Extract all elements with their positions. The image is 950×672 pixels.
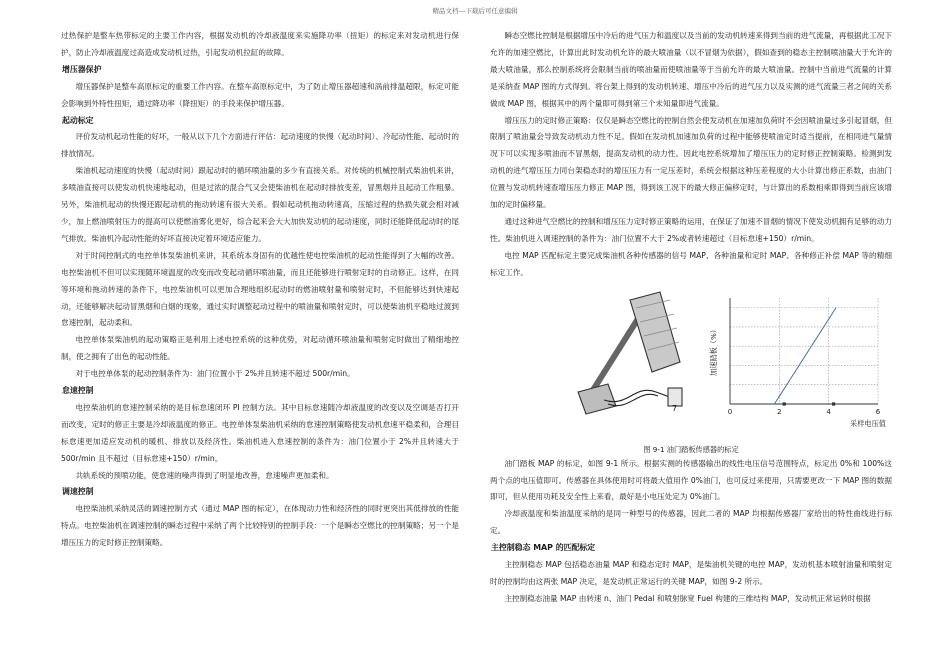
paragraph: 共轨系统的预喷功能，使怠速的噪声得到了明显地改善，怠速噪声更加柔和。 [75, 470, 334, 480]
paragraph: 通过这种进气空燃比的控制和增压压力定时修正策略的运用，在保证了加速不冒烟的情况下使发动机拥有足够的动力性。柴油机进入调速控制的条件为：油门位置不大于 2%或者转速超过（目标怠速+150）r/min。 [490, 216, 892, 243]
pedal-plate [630, 292, 680, 372]
pedal-sensor-illustration [568, 288, 686, 418]
paragraph: 冷却液温度和柴油温度采纳的是同一种型号的传感器，因此二者的 MAP 均根据传感器厂家给出的特性曲线进行标定。 [490, 509, 892, 536]
x-tick-label: 2 [777, 407, 782, 416]
paragraph: 电控 MAP 匹配标定主要完成柴油机各种传感器的信号 MAP、各种油量和定时 MAP、各种修正补偿 MAP 等的精细标定工作。 [490, 250, 892, 277]
paragraph: 柴油机起动速度的快慢（起动时间）跟起动时的循环喷油量的多少有直接关系。对传统的机械控制式柴油机来讲，多喷油直接可以使发动机快速地起动，但是过浓的混合气又会使柴油机在起动时排放变差，冒黑烟并且起动工作粗暴。另外，柴油机起动的快慢还跟起动机的拖动转速有很大关系。假如起动机拖动转速高，压缩过程的热损失就会相对减少，加上燃油喷射压力的提高可以使燃油雾化更好，综合起来会大大加快发动机的起动速度，同时还能降低起动时的尾气排放。柴油机冷起动性能的好坏直接决定着环境适应能力。 [61, 166, 459, 243]
pedal-base [578, 384, 616, 414]
y-axis-label: 加速踏板（%） [709, 325, 718, 376]
paragraph: 对于时间控制式的电控单体泵柴油机来讲，其系统本身固有的优越性使电控柴油机的起动性能得到了大幅的改善。电控柴油机不但可以实现随环境温度的改变而改变起动循环喷油量，而且还能够进行喷射定时的自动修正。这样，在同等环境和拖动转速的条件下，电控柴油机可以更加合理地组织起动时的燃油喷射量和喷射定时，不但能够达到快速起动，还能够解决起动冒黑烟和白烟的现象，通过实时调整起动过程中的喷油量和喷射定时，可以使柴油机平稳地过渡到怠速控制，起动柔和。 [61, 250, 459, 328]
paragraph: 过热保护是整车热带标定的主要工作内容，根据发动机的冷却液温度来实施降功率（扭矩）的标定来对发动机进行保护，防止冷却液温度过高造成发动机过热，引起发动机拉缸的故障。 [61, 31, 459, 57]
paragraph: 评价发动机起动性能的好坏，一般从以下几个方面进行评估：起动速度的快慢（起动时间）、冷起动性能、起动时的排放情况。 [61, 132, 459, 159]
paragraph: 增压压力的定时修正策略：仅仅是瞬态空燃比的控制自然会使发动机在加速加负荷时不会因喷油量过多引起冒烟，但限制了喷油量会导致发动机动力性不足。假如在发动机加速加负荷的过程中能够使喷油定时适当提前，在相同进气量情况下可以实现多喷油而不冒黑烟，提高发动机的动力性。因此电控系统增加了增压压力的定时修正控制策略。检测到发动机的进气增压压力同台架稳态时的增压压力有一定压差时，系统会根据这种压差程度的大小计算出修正系数，由油门位置与发动机转速查增压压力修正 MAP 图，得到该工况下的最大修正偏移定时，与计算出的系数相乘即得到当前应该增加的定时偏移量。 [490, 115, 892, 210]
paragraph: 电控单体泵柴油机的起动策略正是利用上述电控系统的这种优势，对起动循环喷油量和喷射定时做出了精细地控制，使之拥有了出色的起动性能。 [61, 335, 459, 362]
paragraph: 电控柴油机采纳灵活的调速控制方式（通过 MAP 图的标定），在体现动力性和经济性的同时更突出其低排放的性能特点。电控柴油机在调速控制的瞬态过程中采纳了两个比较特别的控制手段：一个是瞬态空燃比的控制策略；另一个是增压压力的定时修正控制策略。 [61, 504, 459, 548]
right-column [490, 28, 892, 608]
right-bottom-text [490, 456, 892, 608]
section-heading: 增压器保护 [62, 64, 102, 74]
paragraph: 油门踏板 MAP 的标定，如图 9-1 所示。根据实测的传感器输出的线性电压信号范围特点，标定出 0%和 100%这两个点的电压值即可。传感器在具体使用时可将最大值用作 0%油门，也可反过来使用，只需要更改一下 MAP 图的数据即可，但从使用功耗及安全性上来看，最好是小电压处定为 0%油门。 [490, 458, 892, 502]
right-top-text [490, 28, 892, 282]
figure-9-1 [490, 284, 892, 446]
pedal-calibration-chart [702, 286, 888, 432]
section-heading: 调速控制 [62, 487, 94, 497]
paragraph: 主控制稳态油量 MAP 由转速 n、油门 Pedal 和喷射脉宽 Fuel 构建的三维结构 MAP，发动机正常运转时根据 [504, 593, 871, 603]
connector-label: 7 [672, 403, 678, 413]
figure-caption: 图 9-1 油门踏板传感器的标定 [643, 444, 739, 454]
axis-marker [783, 402, 786, 405]
x-tick-label: 4 [826, 407, 831, 416]
section-heading: 主控制稳态 MAP 的匹配标定 [491, 543, 596, 553]
axis-marker [832, 402, 835, 405]
paragraph: 增压器保护是整车高原标定的重要工作内容。在整车高原标定中，为了防止增压器超速和涡前排温超限，标定可能会影响到外特性扭矩，通过降功率（降扭矩）的手段来保护增压器。 [61, 81, 459, 108]
page-header: 精品文档---下载后可任意编辑 [432, 7, 518, 15]
paragraph: 电控柴油机的怠速控制采纳的是目标怠速闭环 PI 控制方法。其中目标怠速随冷却液温度的改变以及空调是否打开而改变，定时的修正主要是冷却液温度的修正。电控单体泵柴油机采纳的怠速控制策略使发动机怠速平稳柔和，合理目标怠速更加适应发动机的暖机、排放以及经济性。柴油机进入怠速控制的条件为：油门位置小于 2%并且转速大于 500r/min 且不超过（目标怠速+150）r/min。 [61, 402, 459, 463]
paragraph: 对于电控单体泵的起动控制条件为：油门位置小于 2%并且转速不超过 500r/min。 [75, 369, 355, 379]
paragraph: 主控制稳态 MAP 包括稳态油量 MAP 和稳态定时 MAP，是柴油机关键的电控 MAP，发动机基本喷射油量和喷射定时的控制均由这两张 MAP 决定，是发动机正常运行的关键 MAP，如图 9-2 所示。 [490, 560, 892, 586]
section-heading: 怠速控制 [62, 386, 94, 396]
paragraph: 瞬态空燃比控制是根据增压中冷后的进气压力和温度以及当前的发动机转速来得到当前的进气流量，再根据此工况下允许的加速空燃比，计算出此时发动机允许的最大喷油量（以不冒烟为依据），假如查到的稳态主控制喷油量大于允许的最大喷油量，那么控制系统将会限制当前的喷油量而使喷油量等于当前允许的最大喷油量。控制中当前进气流量的计算是采纳查 MAP 图的方式得到。将台架上得到的发动机转速、增压中冷后的进气压力以及实测的进气流量三者之间的关系做成 MAP 图，根据其中的两个量即可得到第三个未知量即进气流量。 [490, 31, 892, 108]
x-axis-label: 采样电压值 [850, 418, 886, 428]
x-tick-label: 0 [727, 407, 733, 416]
left-column [61, 28, 459, 552]
x-tick-label: 6 [875, 407, 881, 416]
section-heading: 起动标定 [62, 115, 94, 125]
series-line [774, 307, 836, 403]
